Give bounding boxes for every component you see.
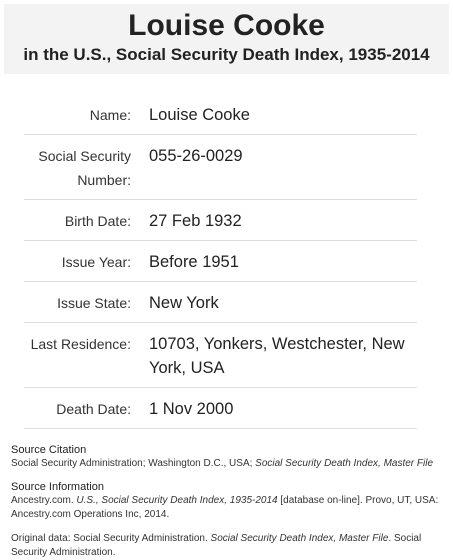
source-citation-text [11,457,445,471]
record-row-name [24,94,417,135]
field-label: Issue Year: [24,241,149,282]
record-table [24,94,417,429]
field-label: Last Residence: [24,323,149,388]
original-data-part1: Original data: Social Security Administration. [11,533,211,544]
original-data-part3: . Social Security Administration. [11,533,422,558]
field-value: New York [149,282,417,323]
collection-subtitle: in the U.S., Social Security Death Index, 1935-2014 [23,45,430,64]
record-row-issue-year [24,241,417,282]
field-label: Social Security Number: [24,135,149,200]
source-citation-italic: Social Security Death Index, Master File [255,458,434,469]
record-row-issue-state [24,282,417,323]
field-value: Before 1951 [149,241,417,282]
original-data-italic: Social Security Death Index, Master File [210,533,389,544]
source-information-part1: Ancestry.com. [11,495,77,506]
source-information-text [11,494,445,522]
record-header [4,4,449,74]
field-value: 10703, Yonkers, Westchester, New York, USA [149,323,417,388]
field-label: Death Date: [24,388,149,429]
record-row-ssn [24,135,417,200]
page-title: Louise Cooke [128,9,325,42]
source-citation-plain: Social Security Administration; Washington D.C., USA; [11,458,256,469]
record-row-last-residence [24,323,417,388]
source-information-heading: Source Information [11,481,104,493]
record-row-death-date [24,388,417,429]
source-section [11,443,445,560]
field-label: Issue State: [24,282,149,323]
record-row-birth-date [24,200,417,241]
field-value: Louise Cooke [149,94,417,135]
field-label: Name: [24,94,149,135]
field-label: Birth Date: [24,200,149,241]
source-information-part3: [database on-line]. Provo, UT, USA: Ancestry.com Operations Inc, 2014. [11,495,439,520]
source-information-italic: U.S., Social Security Death Index, 1935-2014 [76,495,278,506]
field-value: 055-26-0029 [149,135,417,200]
field-value: 27 Feb 1932 [149,200,417,241]
original-data-text [11,532,445,560]
field-value: 1 Nov 2000 [149,388,417,429]
source-citation-heading: Source Citation [11,444,87,456]
